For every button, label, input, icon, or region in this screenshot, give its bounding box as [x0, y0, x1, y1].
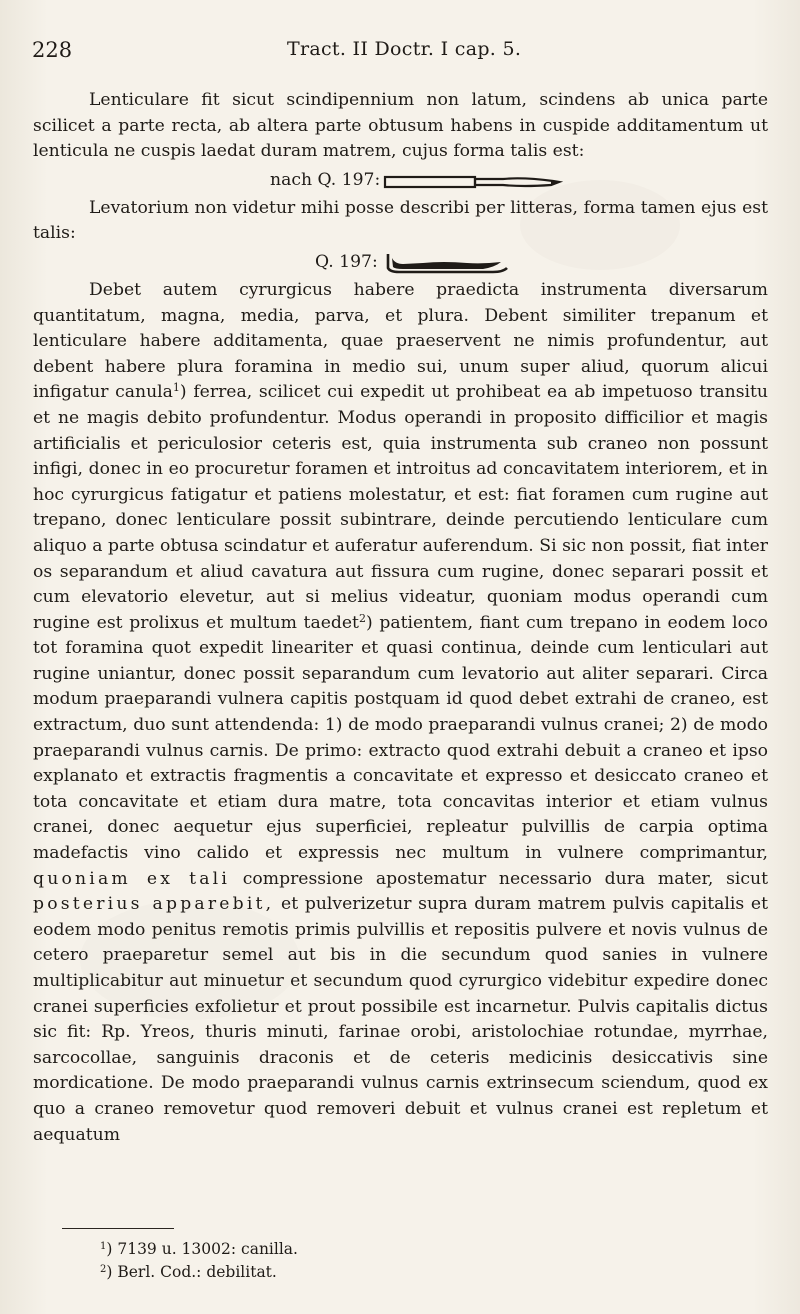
figure-label: Q. 197: — [315, 251, 378, 272]
footnote-mark: 2 — [100, 1264, 107, 1275]
footnote-ref-2[interactable]: 2 — [358, 611, 366, 625]
footnote-divider — [62, 1228, 174, 1229]
figure-lenticulare — [33, 166, 768, 194]
running-title: Tract. II Doctr. I cap. 5. — [287, 38, 522, 60]
figure-levatorium — [33, 248, 768, 276]
figure-label: nach Q. 197: — [270, 169, 381, 190]
text-run: ) patientem, fiant cum trepano in eodem loco tot foramina quot expedit lineariter et quasi continua, deinde cum lenticulari aut rugine uniantur, donec possit separandum cum levatorio aut aliter separari. Circa modum praeparandi vulnera capitis postquam id quod debet extrahi de craneo, est extractum, duo sunt attendenda: 1) de modo praeparandi vulnus cranei; 2) de modo praeparandi vulnus carnis. De primo: extracto quod extrahi debuit a craneo et ipso explanato et extractis fragmentis a concavitate et expresso et desiccato craneo et tota concavitate et etiam dura matre, tota concavitas interior et etiam vulnus cranei, donec aequetur ejus superficiei, repleatur pulvillis de carpia optima madefactis vino calido et expressis nec multum in vulnere comprimantur, — [33, 612, 769, 864]
paragraph-levatorium: Levatorium non videtur mihi posse describi per litteras, forma tamen ejus est talis: — [33, 197, 768, 244]
page-header — [32, 38, 772, 68]
text-run: compressione apostematur necessario dura mater, sicut — [242, 868, 768, 889]
levatorium-instrument-icon — [383, 250, 513, 276]
footnote-mark: 1 — [100, 1241, 107, 1252]
paragraph-main — [33, 278, 768, 1148]
footnote-text: ) 7139 u. 13002: canilla. — [106, 1240, 298, 1258]
footnote-text: ) Berl. Cod.: debilitat. — [106, 1263, 277, 1281]
spaced-text: posterius apparebit, — [33, 894, 275, 915]
paragraph-lenticulare: Lenticulare fit sicut scindipennium non latum, scindens ab unica parte scilicet a parte recta, ab altera parte obtusum habens in cuspide additamentum ut lenticula ne cuspis laedat duram matrem, cujus forma talis est: — [33, 90, 768, 162]
page-number: 228 — [32, 38, 73, 62]
spaced-text: quoniam ex tali — [33, 868, 231, 889]
footnote-1 — [100, 1238, 600, 1261]
text-run: Debet autem cyrurgicus habere praedicta instrumenta diversarum quantitatum, magna, media, parva, et plura. Debent similiter trepanum et lenticulare habere additamenta, quae praeservent ne nimis profundentur, aut debent habere plura foramina in medio sui, unum super aliud, quorum alicui infigatur canula — [33, 279, 768, 403]
text-run: ) ferrea, scilicet cui expedit ut prohibeat ea ab impetuoso transitu et ne magis debito profundentur. Modus operandi in proposito difficilior et magis artificialis et periculosior ceteris est, quia instrumenta sub craneo non possunt infigi, donec in eo procuretur foramen et introitus ad concavitatem interiorem, et in hoc cyrurgicus fatigatur et patiens molestatur, et est: fiat foramen cum rugine aut trepano, donec lenticulare possit subintrare, deinde percutiendo lenticulare cum aliquo a parte obtusa scindatur et auferatur auferendum. Si sic non possit, fiat inter os separandum et aliud cavatura aut fissura cum rugine, donec separari possit et cum elevatorio elevetur, aut si melius videatur, quoniam modus operandi cum rugine est prolixus et multum taedet — [33, 382, 768, 633]
footnote-2 — [100, 1261, 600, 1284]
footnotes — [100, 1238, 600, 1284]
body-text — [33, 88, 768, 1148]
footnote-ref-1[interactable]: 1 — [172, 381, 180, 395]
lenticulare-instrument-icon — [383, 171, 563, 193]
text-run: et pulverizetur supra duram matrem pulvis capitalis et eodem modo penitus remotis primis pulvillis et repositis pulvere et novis vulnus de cetero praeparetur semel aut bis in die secundum quod sanies in vulnere multiplicabitur aut minuetur et secundum quod cyrurgico videbitur expedire donec cranei superficies exfolietur et prout possibile est incarnetur. Pulvis capitalis dictus sic fit: Rp. Yreos, thuris minuti, farinae orobi, aristolochiae rotundae, myrrhae, sarcocollae, sanguinis draconis et de ceteris medicinis desiccativis sine mordicatione. De modo praeparandi vulnus carnis extrinsecum sciendum, quod ex quo a craneo removetur quod removeri debuit et vulnus cranei est repletum et aequatum — [33, 894, 769, 1145]
